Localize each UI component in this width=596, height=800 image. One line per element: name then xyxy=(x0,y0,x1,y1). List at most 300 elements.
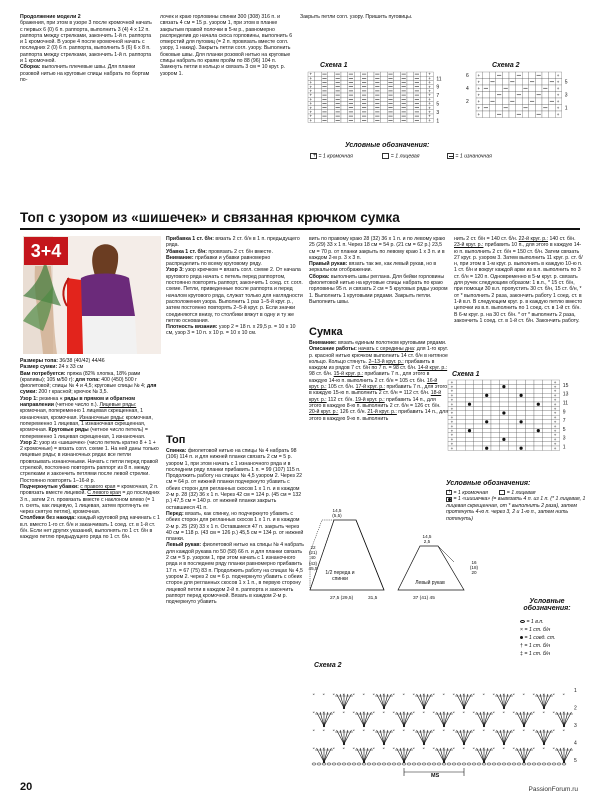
sc-mark: × xyxy=(412,727,415,733)
sc-mark: × xyxy=(532,727,535,733)
top-scheme-1-grid xyxy=(306,71,442,125)
grid-cell xyxy=(500,424,509,428)
grid-cell xyxy=(542,79,549,86)
edge-mark: + xyxy=(309,96,313,102)
row-number: 3 xyxy=(564,92,568,99)
grid-cell xyxy=(525,433,534,437)
grid-cell xyxy=(525,398,534,402)
grid-cell xyxy=(534,442,543,446)
slip-stitch-icon xyxy=(520,636,523,639)
sc-mark: × xyxy=(532,745,535,751)
grid-cell xyxy=(315,114,322,118)
sc-mark: × xyxy=(442,745,445,751)
sc-mark: × xyxy=(542,745,545,751)
legend-b2-sl: = 1 соед. ст. xyxy=(524,635,556,641)
grid-cell xyxy=(420,118,427,122)
grid-cell xyxy=(381,114,388,118)
sc-mark: × xyxy=(422,709,425,715)
pattern-dims-body-bottom-2: 31,5 xyxy=(368,596,378,601)
chain-mark xyxy=(457,763,461,765)
grid-cell xyxy=(315,93,322,97)
edge-mark: + xyxy=(553,406,557,412)
slip-mark xyxy=(363,725,365,727)
sc-mark: × xyxy=(502,727,505,733)
sc-mark: × xyxy=(562,709,565,715)
edge-mark: + xyxy=(477,105,481,111)
chain-mark xyxy=(382,763,386,765)
edge-mark: + xyxy=(553,441,557,447)
slip-mark xyxy=(363,761,365,763)
top-scheme-2-title: Схема 2 xyxy=(492,62,520,69)
grid-cell xyxy=(525,411,534,415)
edge-mark: + xyxy=(309,71,313,77)
grid-cell xyxy=(525,437,534,441)
grid-cell xyxy=(517,411,526,415)
sc-mark: × xyxy=(482,691,485,697)
grid-cell xyxy=(457,446,466,450)
grid-cell xyxy=(509,105,516,112)
grid-cell xyxy=(474,380,483,384)
grid-cell xyxy=(529,92,536,99)
chain-mark xyxy=(427,763,431,765)
grid-cell xyxy=(516,85,523,92)
edge-mark: + xyxy=(309,75,313,81)
grid-cell xyxy=(328,97,335,101)
pattern-diagram xyxy=(304,480,500,636)
grid-cell xyxy=(508,384,517,388)
edge-mark: + xyxy=(309,117,313,123)
sc-mark: × xyxy=(522,727,525,733)
sc-mark: × xyxy=(412,691,415,697)
article-col-4a: нить 2 ст. б/н = 140 ст. б/н. 22-й круг. р.: 140 ст. б/н. 23-й круг. р.: прибавить 10 п., для этого в каждую 14-ю п. выполнить 2 ст. б/н = 150 ст. б/н. Затем связать 27 круг. р. узором 3. Затем выполнить 11 круг. р. ст. б/н, при этом в 1-м круг. р. выполнить в каждую 10-ю п. 1 ст. б/н и вокруг каждой арки из в.п. выполнить по 3 ст. б/н = 120 п. Одновременно в 5-м круг. р. связать для ручек следующим образом: 1 в.п., * 15 ст. б/н, при помощи 30 в.п. пропустить 30 ст. б/н, 15 ст. б/н, * от * выполнить 2 раза, закончить работу 1 соед. ст. в 1-й в.п. В следующем круг. р. в каждую петлю вместо цепочки из в.п. выполнить по 1 соед. ст. в 1-й ст. б/н. В 6-м круг. р. на 30 ст. б/н. * от * выполнить 2 раза, закончить 1 соед. ст. в 1-й ст. б/н. Закончить работу. xyxy=(454,236,583,324)
grid-cell xyxy=(394,93,401,97)
grid-cell xyxy=(407,89,414,93)
pattern-dims-top-left xyxy=(322,508,352,518)
grid-cell xyxy=(341,80,348,84)
sc-mark: × xyxy=(452,727,455,733)
edge-mark: + xyxy=(556,111,560,117)
sc-mark: × xyxy=(512,727,515,733)
grid-cell xyxy=(542,98,549,105)
grid-cell xyxy=(315,72,322,76)
grid-cell xyxy=(491,446,500,450)
grid-cell xyxy=(517,384,526,388)
grid-cell xyxy=(534,437,543,441)
grid-cell xyxy=(491,433,500,437)
knit-stitch-icon xyxy=(499,490,505,495)
edge-mark: + xyxy=(309,92,313,98)
grid-cell xyxy=(367,110,374,114)
grid-cell xyxy=(491,402,500,406)
grid-cell xyxy=(354,76,361,80)
chain-mark xyxy=(477,763,481,765)
grid-cell xyxy=(491,393,500,397)
grid-cell xyxy=(457,420,466,424)
grid-cell xyxy=(543,406,552,410)
dim: 20 xyxy=(471,570,477,576)
dc2-icon: ‡ xyxy=(520,651,523,657)
grid-cell xyxy=(517,433,526,437)
bottom-legend-1-title: Условные обозначения: xyxy=(446,480,531,487)
sc-mark: × xyxy=(342,727,345,733)
grid-cell xyxy=(354,80,361,84)
grid-cell xyxy=(543,428,552,432)
sc-mark: × xyxy=(342,691,345,697)
sc-mark: × xyxy=(522,691,525,697)
grid-cell xyxy=(534,398,543,402)
grid-cell xyxy=(457,398,466,402)
grid-cell xyxy=(420,80,427,84)
sc-mark: × xyxy=(392,745,395,751)
sc-mark: × xyxy=(532,709,535,715)
grid-cell xyxy=(394,72,401,76)
sc-mark: × xyxy=(402,691,405,697)
bobble-mark xyxy=(537,429,540,432)
edge-mark: + xyxy=(450,379,454,385)
bag-heading: Сумка xyxy=(309,326,343,338)
edge-mark: + xyxy=(450,437,454,443)
row-number: 4 xyxy=(574,740,577,747)
grid-cell xyxy=(474,384,483,388)
dim: (5,5) xyxy=(332,513,342,518)
edge-mark: + xyxy=(553,437,557,443)
sc-mark: × xyxy=(362,709,365,715)
page-number: 20 xyxy=(20,781,33,793)
slip-mark xyxy=(563,761,565,763)
sc-mark: × xyxy=(522,709,525,715)
grid-cell xyxy=(500,420,509,424)
grid-cell xyxy=(367,72,374,76)
dim: (18) xyxy=(469,565,479,571)
grid-cell xyxy=(491,411,500,415)
edge-mark: + xyxy=(428,105,431,111)
grid-cell xyxy=(465,411,474,415)
grid-cell xyxy=(407,93,414,97)
grid-cell xyxy=(534,380,543,384)
edge-mark: + xyxy=(553,401,557,407)
grid-cell xyxy=(341,89,348,93)
grid-cell xyxy=(482,442,491,446)
slip-mark xyxy=(343,707,345,709)
grid-cell xyxy=(465,433,474,437)
chain-mark xyxy=(452,763,456,765)
grid-cell xyxy=(394,89,401,93)
difficulty-badge: 3+4 xyxy=(24,237,68,265)
edge-mark: + xyxy=(428,113,431,119)
grid-cell xyxy=(457,424,466,428)
grid-cell xyxy=(496,85,503,92)
bobble-mark xyxy=(520,420,523,423)
top-legend-title: Условные обозначения: xyxy=(345,142,430,149)
edge-mark: + xyxy=(450,393,454,399)
grid-cell xyxy=(508,402,517,406)
chain-mark xyxy=(527,763,531,765)
grid-cell xyxy=(394,110,401,114)
grid-cell xyxy=(525,384,534,388)
sc-mark: × xyxy=(432,745,435,751)
edge-mark: + xyxy=(477,92,481,98)
grid-cell xyxy=(543,393,552,397)
edge-mark: + xyxy=(450,441,454,447)
grid-cell xyxy=(367,118,374,122)
grid-cell xyxy=(482,424,491,428)
bobble-mark xyxy=(502,385,505,388)
sc-mark: × xyxy=(402,709,405,715)
grid-cell xyxy=(482,437,491,441)
chain-mark xyxy=(372,763,376,765)
edge-mark: + xyxy=(309,84,313,90)
sc-mark: × xyxy=(382,691,385,697)
edge-mark: + xyxy=(428,88,431,94)
chain-mark xyxy=(522,763,526,765)
grid-cell xyxy=(508,398,517,402)
sc-mark: × xyxy=(322,709,325,715)
grid-cell xyxy=(525,393,534,397)
grid-cell xyxy=(508,393,517,397)
grid-cell xyxy=(525,406,534,410)
sc-mark: × xyxy=(422,727,425,733)
top-col-1: Продолжение модели 2 бражения, при этом в узоре 3 после кромочной начать с первых 6 (0) 6 п. раппорта, выполнить 3 (4) 4 x 12 п. раппорта между стрелками, закончить 1-й п. раппорта и 1 кромочной. В узоре 4 после кромочной начать с последних 2 (0) 6 п. раппорта, выполнить 5 (6) 6 x 8 п. раппорта между стрелками, закончить 1-й п. раппорта и 1 кромочной. Сборка: выполнить плечевые швы. Для планки розовой нитью на круговые спицы набрать по бортам по- xyxy=(20,14,152,83)
grid-cell xyxy=(491,442,500,446)
sc-mark: × xyxy=(322,691,325,697)
sc-mark: × xyxy=(502,691,505,697)
grid-cell xyxy=(542,111,549,118)
grid-cell xyxy=(420,85,427,89)
edge-mark: + xyxy=(428,101,431,107)
edge-mark: + xyxy=(428,109,431,115)
bobble-mark xyxy=(502,411,505,414)
sc-mark: × xyxy=(312,691,315,697)
pattern-label-body: 1/2 переда и спинки xyxy=(325,570,355,582)
grid-cell xyxy=(500,380,509,384)
grid-cell xyxy=(420,114,427,118)
grid-cell xyxy=(543,424,552,428)
edge-mark: + xyxy=(428,71,431,77)
sc-mark: × xyxy=(342,709,345,715)
grid-cell xyxy=(525,446,534,450)
row-number: 13 xyxy=(562,391,569,398)
grid-cell xyxy=(341,93,348,97)
chain-mark xyxy=(402,763,406,765)
grid-cell xyxy=(491,420,500,424)
article-col-1: Размеры топа: 36/38 (40/42) 44/46 Размер сумки: 24 х 33 см Вам потребуется: пряжа (82% хлопка, 18% рами (крапивы); 105 м/50 г): для топа: 400 (450) 500 г фиолетовой; спицы № 4 и 4,5; круговые спицы № 4; для сумки: 200 г красной; крючок № 3,5. Узор 1: резинка « ряды в прямом и обратном направлении (четное число п.). Лицевые ряды: кромочная, попеременно 1 лицевая скрещенная, 1 изнаночная, кромочная. Изнаночные ряды: кромочная, попеременно 1 лицевая, 1 изнаночная скрещенная, кромочная. Круговые ряды (четное число петель) = попеременно 1 лицевая скрещенная, 1 изнаночная. Узор 2: узор из «шишечек» (число петель кратно 8 + 1 + 2 кромочные) = вязать согл. схеме 1. На ней даны только лицевые ряды; в изнаночных рядах все петли провязывать изнаночными. Начать с петли перед правой стрелкой, постоянно повторять раппорт из 8 п. между стрелками и закончить петлями после левой стрелки. Постоянно повторять 1–16-й р. Подчеркнутые убавки: с правого края = кромочная, 2 п. провязать вместе лицевой. С левого края = до последних 3 п., затем 2 п. провязать вместе с наклоном влево (= 1 п. снять, как лицевую, 1 лицевая, затем протянуть ее через снятую петлю), кромочная. Столбики без накида: каждый круговой ряд начинать с 1 в.п. вместо 1-го ст. б/н и заканчивать 1 соед. ст. в 1-й ст. б/н. Если нет других указаний, выполнять по 1 ст. б/н в каждую петлю предыдущего ряда по 1 ст. б/н. xyxy=(20,358,160,541)
grid-cell xyxy=(508,420,517,424)
grid-cell xyxy=(381,76,388,80)
grid-cell xyxy=(474,446,483,450)
edge-mark: + xyxy=(450,397,454,403)
chain-mark xyxy=(487,763,491,765)
grid-cell xyxy=(474,442,483,446)
grid-cell xyxy=(474,428,483,432)
edge-mark: + xyxy=(309,113,313,119)
grid-cell xyxy=(525,420,534,424)
grid-cell xyxy=(534,389,543,393)
grid-cell xyxy=(517,415,526,419)
edge-mark: + xyxy=(477,79,481,85)
grid-cell xyxy=(394,80,401,84)
row-number: 7 xyxy=(436,93,440,100)
sc-mark: × xyxy=(332,691,335,697)
grid-cell xyxy=(529,111,536,118)
sc-icon: × xyxy=(520,627,524,633)
grid-cell xyxy=(509,111,516,118)
grid-cell xyxy=(482,402,491,406)
chain-mark xyxy=(312,763,316,765)
grid-cell xyxy=(315,106,322,110)
grid-cell xyxy=(465,437,474,441)
article-col-3b: Внимание: вязать единым полотном круговыми рядами. Описание работы: начать с середины дна: для 1-го круг. р. красной нитью крючком выполнить 14 ст. б/н в нитяное кольцо. Кольцо стянуть. 2–13-й круг. р.: прибавить в каждом из рядов 7 ст. б/н по 7 п. = 98 ст. б/н. 14-й круг. р.: 98 ст. б/н. 15-й круг. р.: прибавить 7 п., для этого в каждую 14-ю п. выполнить 2 ст. б/н = 105 ст. б/н. 16-й круг. р.: 105 ст. б/н. 17-й круг. р.: прибавить 7 п., для этого в каждую 15-ю п. выполнить 2 ст. б/н = 112 ст. б/н. 18-й круг. р.: 112 ст. б/н. 19-й круг. р.: прибавить 14 п., для этого в каждую 8-ю п. выполнить 2 ст. б/н = 126 ст. б/н. 20-й круг. р.: 126 ст. б/н. 21-й круг. р.: прибавить 14 п., для этого в каждую 9-ю п. выполнить xyxy=(309,340,449,422)
grid-cell xyxy=(489,111,496,118)
grid-cell xyxy=(315,110,322,114)
grid-cell xyxy=(457,393,466,397)
grid-cell xyxy=(517,406,526,410)
article-col-2b: Спинка: фиолетовой нитью на спицы № 4 набрать 98 (106) 114 п. и для нижней планки связать 2 см = 5 р. узором 1, при этом начать с 1 изнаночного ряда и в последнем ряду планки прибавить 1 п. = 99 (107) 115 п. Продолжить работу на спицах № 4,5 узором 2. Через 22 см = 64 р. от нижней планки подчеркнуто убавить с обеих сторон для регланных скосов 1 х 1 п. и в каждом 2-м р. 28 (32) 36 х 1 п. Через 42 см = 124 р. (45 см = 132 р.) 47,5 см = 140 р. от нижней планки закрыть оставшиеся 41 п. Перед: вязать, как спинку, но подчеркнуто убавить с обеих сторон для регланных скосов 1 х 1 п. и в каждом 2-м р. 25 (29) 33 х 1 п. Оставшиеся 47 п. закрыть через 40 см = 118 р. (43 см = 126 р.) 45,5 см = 134 р. от нижней планки. Левый рукав: фиолетовой нитью на спицы № 4 набрать для каждой рукава по 50 (58) 66 п. и для планки связать 2 см = 5 р. узором 1, при этом начать с 1 изнаночного ряда и в последнем ряду планки равномерно прибавить 17 п. = 67 (75) 83 п. Продолжить работу на спицах № 4,5 узором 2. через 2 см = 6 р. подчеркнуто убавить с обеих сторон для регланных скосов 1 х 1 п., в первую сторону лицевой петли в каждом 2-й п. раппорта и закончить раппорт перед кромочной. Вязать в каждом 2-м р. подчеркнуто убавить xyxy=(166,448,305,606)
grid-cell xyxy=(394,118,401,122)
edge-mark: + xyxy=(428,92,431,98)
grid-cell xyxy=(502,98,509,105)
grid-cell xyxy=(354,97,361,101)
slip-mark xyxy=(543,707,545,709)
slip-mark xyxy=(503,743,505,745)
edge-mark: + xyxy=(450,384,454,390)
chain-mark xyxy=(497,763,501,765)
grid-cell xyxy=(354,101,361,105)
grid-cell xyxy=(508,442,517,446)
row-number: 7 xyxy=(562,418,566,425)
article-col-2a: Прибавка 1 ст. б/н: вязать 2 ст. б/н в 1 п. предыдущего ряда. Убавка 1 ст. б/н: провязать 2 ст. б/н вместе. Внимание: прибавки и убавки равномерно распределить по всему круговому ряду. Узор 3: узор крючком = вязать согл. схеме 2. От начала кругового ряда начать с петель перед раппортом, постоянно повторять раппорт, закончить 1 соед. ст. согл. схеме. Петли, приведенные после раппорта и перед началом кругового ряда, служат только для наглядности расположения узора. Выполнить 1 раз 1–5-й круг. р., затем постоянно повторять 2–5-й круг. р. Если значки соединяются внизу, то столбики вяжут в одну и ту же петлю основания. Плотность вязания: узор 2 = 18 п. х 29,5 р. = 10 х 10 см, узор 3 = 10 п. х 10 р. = 10 х 10 см. xyxy=(166,236,303,337)
sc-mark: × xyxy=(382,709,385,715)
bobble-mark xyxy=(468,429,471,432)
grid-cell xyxy=(457,428,466,432)
grid-cell xyxy=(508,433,517,437)
grid-cell xyxy=(457,415,466,419)
chain-mark xyxy=(512,763,516,765)
slip-mark xyxy=(463,743,465,745)
grid-cell xyxy=(549,111,556,118)
bobble-mark xyxy=(520,447,523,450)
sc-mark: × xyxy=(362,691,365,697)
chain-mark xyxy=(332,763,336,765)
sc-mark: × xyxy=(432,709,435,715)
edge-mark: + xyxy=(553,388,557,394)
grid-cell xyxy=(517,437,526,441)
grid-cell xyxy=(474,415,483,419)
grid-cell xyxy=(508,406,517,410)
slip-mark xyxy=(323,725,325,727)
chain-mark xyxy=(507,763,511,765)
edge-stitch-icon: + xyxy=(448,489,452,496)
sc-mark: × xyxy=(442,709,445,715)
grid-cell xyxy=(341,101,348,105)
grid-cell xyxy=(457,384,466,388)
grid-cell xyxy=(354,106,361,110)
grid-cell xyxy=(496,105,503,112)
slip-mark xyxy=(323,761,325,763)
sc-mark: × xyxy=(372,745,375,751)
sc-mark: × xyxy=(412,709,415,715)
grid-cell xyxy=(341,97,348,101)
edge-mark: + xyxy=(553,415,557,421)
row-number: 3 xyxy=(574,723,577,729)
chain-mark xyxy=(412,763,416,765)
grid-cell xyxy=(543,437,552,441)
legend-item-knit: = 1 лицевая xyxy=(390,153,420,160)
grid-cell xyxy=(482,428,491,432)
row-number: 1 xyxy=(574,688,577,694)
grid-cell xyxy=(381,80,388,84)
sc-mark: × xyxy=(542,709,545,715)
edge-mark: + xyxy=(428,84,431,90)
slip-mark xyxy=(563,725,565,727)
grid-cell xyxy=(407,76,414,80)
chain-mark xyxy=(472,763,476,765)
sc-mark: × xyxy=(392,709,395,715)
row-number: 11 xyxy=(436,76,442,83)
grid-cell xyxy=(367,85,374,89)
chain-mark xyxy=(462,763,466,765)
top-col-2: лочек и краю горловины спинки 300 (308) 316 п. и связать 4 см = 15 р. узором 1, при этом в планке закрытым правой полочки в 5-м р., равномерно распределив до начала скоса горловины, выполнить 6 отверстий для пуговиц (= 2 п. провязать вместе согл. узору, 1 накид). Закрыть петли согл. узору. Выполнить боковые швы. Для планки розовой нитью на круговые спицы набрать по краям пройм по 88 (96) 104 п. Замкнуть петли в кольцо и связать 3 см = 10 круг. р. узором 1. xyxy=(160,14,293,77)
edge-mark: + xyxy=(556,105,560,111)
grid-cell xyxy=(457,411,466,415)
grid-cell xyxy=(328,106,335,110)
chain-mark xyxy=(362,763,366,765)
grid-cell xyxy=(354,89,361,93)
grid-cell xyxy=(517,424,526,428)
grid-cell xyxy=(516,79,523,86)
grid-cell xyxy=(534,411,543,415)
grid-cell xyxy=(367,114,374,118)
grid-cell xyxy=(315,97,322,101)
edge-mark: + xyxy=(477,111,481,117)
edge-mark: + xyxy=(309,109,313,115)
slip-mark xyxy=(483,725,485,727)
grid-cell xyxy=(465,415,474,419)
grid-cell xyxy=(341,110,348,114)
top-scheme-2-grid xyxy=(464,71,584,123)
grid-cell xyxy=(341,72,348,76)
grid-cell xyxy=(508,428,517,432)
sc-mark: × xyxy=(332,709,335,715)
chain-mark xyxy=(557,763,561,765)
grid-cell xyxy=(465,384,474,388)
grid-cell xyxy=(315,89,322,93)
grid-cell xyxy=(367,80,374,84)
grid-cell xyxy=(328,118,335,122)
legend-b2-dc: = 1 ст. б/н xyxy=(524,643,551,649)
chain-mark xyxy=(357,763,361,765)
slip-mark xyxy=(443,761,445,763)
slip-mark xyxy=(463,707,465,709)
grid-cell xyxy=(474,420,483,424)
grid-cell xyxy=(465,424,474,428)
grid-cell xyxy=(457,442,466,446)
sc-mark: × xyxy=(342,745,345,751)
grid-cell xyxy=(341,118,348,122)
grid-cell xyxy=(407,110,414,114)
article-title: Топ с узором из «шишечек» и связанная крючком сумка xyxy=(20,210,400,225)
grid-cell xyxy=(489,72,496,79)
sc-mark: × xyxy=(392,727,395,733)
grid-cell xyxy=(482,433,491,437)
grid-cell xyxy=(535,85,542,92)
grid-cell xyxy=(465,442,474,446)
grid-cell xyxy=(517,398,526,402)
grid-cell xyxy=(543,433,552,437)
sc-mark: × xyxy=(422,745,425,751)
grid-cell xyxy=(457,406,466,410)
grid-cell xyxy=(508,446,517,450)
chain-mark xyxy=(537,763,541,765)
